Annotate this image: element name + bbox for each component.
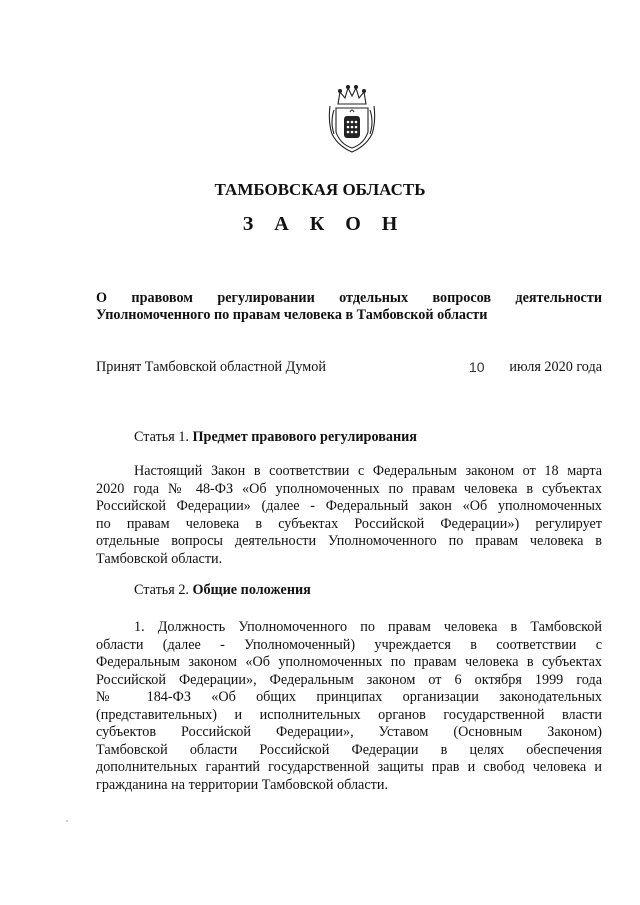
text-line: 1. Должность Уполномоченного по правам человека в Тамбовской — [134, 619, 602, 635]
law-title-line: О правовом регулировании отдельных вопросов деятельности — [96, 290, 602, 306]
region-heading: ТАМБОВСКАЯ ОБЛАСТЬ — [214, 180, 426, 199]
article-2-heading — [134, 582, 311, 599]
text-line: 2020 года № 48-ФЗ «Об уполномоченных по правам человека в субъектах — [96, 480, 602, 497]
text-line: гражданина на территории Тамбовской области. — [96, 776, 388, 793]
text-line: Российской Федерации», Федеральным законом от 6 октября 1999 года — [96, 671, 602, 688]
adoption-line — [96, 359, 602, 376]
text-line: по правам человека в субъектах Российской Федерации») регулирует — [96, 515, 602, 532]
adoption-day: 10 — [469, 359, 485, 375]
article-title: Общие положения — [192, 582, 311, 598]
text-line: дополнительных гарантий государственной защиты прав и свобод человека и — [96, 759, 602, 775]
text-line: Настоящий Закон в соответствии с Федеральным законом от 18 марта — [134, 463, 602, 479]
text-line: № 184-ФЗ «Об общих принципах организации законодательных — [96, 689, 602, 705]
article-title: Предмет правового регулирования — [192, 429, 417, 445]
adoption-month-year: июля 2020 года — [509, 359, 602, 375]
document-type-heading: З А К О Н — [242, 213, 406, 235]
coat-of-arms-icon — [326, 82, 378, 156]
text-line: отдельные вопросы деятельности Уполномоченного по правам человека в — [96, 533, 602, 549]
text-line: области (далее - Уполномоченный) учреждается в соответствии с — [96, 636, 602, 653]
text-line: субъектов Российской Федерации», Уставом (Основным Законом) — [96, 724, 602, 740]
text-line: (представительных) и исполнительных органов государственной власти — [96, 706, 602, 723]
article-2-paragraph — [96, 619, 602, 794]
article-1-heading — [134, 429, 417, 446]
text-line: Российской Федерации» (далее - Федеральный закон «Об уполномоченных — [96, 498, 602, 514]
article-1-paragraph — [96, 463, 602, 568]
text-line: Тамбовской области. — [96, 550, 223, 567]
text-line: Тамбовской области Российской Федерации в целях обеспечения — [96, 741, 602, 758]
article-number: Статья 1. — [134, 429, 189, 445]
article-number: Статья 2. — [134, 582, 189, 598]
scan-speck — [66, 820, 68, 822]
law-title-line: Уполномоченного по правам человека в Тамбовской области — [96, 307, 488, 323]
text-line: Федеральным законом «Об уполномоченных по правам человека в субъектах — [96, 654, 602, 670]
adoption-label: Принят Тамбовской областной Думой — [96, 359, 326, 375]
law-title — [96, 290, 602, 324]
